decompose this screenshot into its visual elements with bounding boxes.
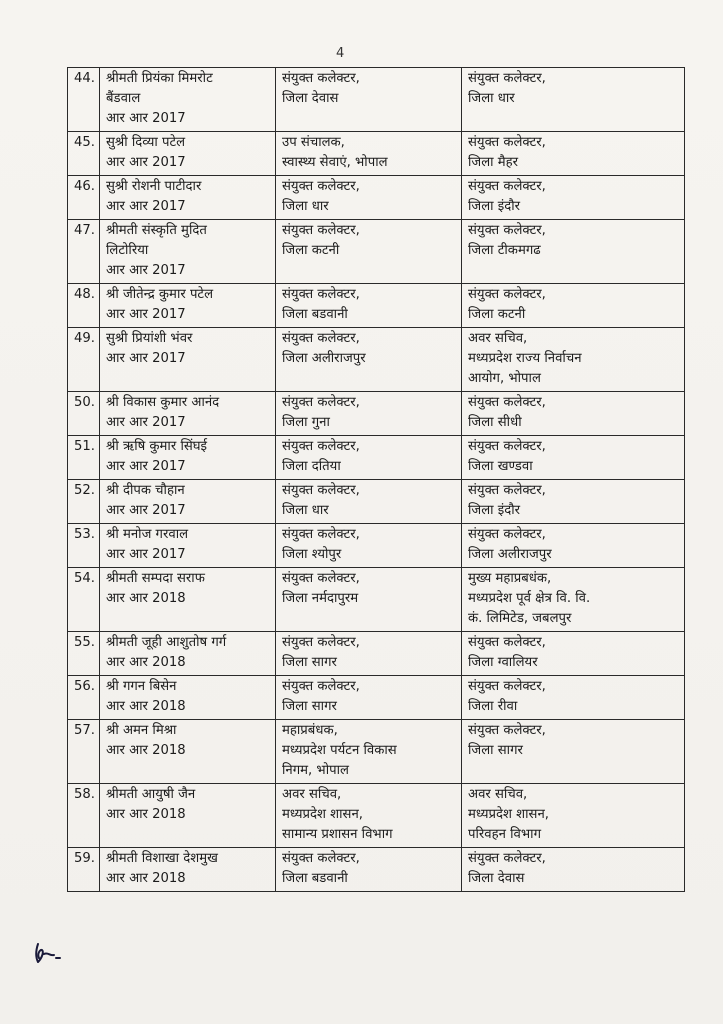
table-row xyxy=(68,68,685,132)
table-row xyxy=(68,568,685,632)
current-posting-line: जिला नर्मदापुरम xyxy=(282,591,359,606)
officer-name-cell xyxy=(100,632,276,676)
new-posting-cell xyxy=(462,524,685,568)
officer-name-line: श्री अमन मिश्रा xyxy=(106,723,177,738)
officer-name-line: श्री जीतेन्द्र कुमार पटेल xyxy=(106,287,214,302)
serial-number: 47. xyxy=(68,220,100,284)
officer-name-line: श्री गगन बिसेन xyxy=(106,679,177,694)
officer-name-line: श्रीमती जूही आशुतोष गर्ग xyxy=(106,635,227,650)
new-posting-line: जिला इंदौर xyxy=(468,199,521,214)
new-posting-line: अवर सचिव, xyxy=(468,787,528,802)
new-posting-line: जिला रीवा xyxy=(468,699,518,714)
table-row xyxy=(68,392,685,436)
officer-name-line: आर आर 2018 xyxy=(106,807,186,822)
table-row xyxy=(68,524,685,568)
new-posting-cell xyxy=(462,784,685,848)
current-posting-line: जिला सागर xyxy=(282,655,337,670)
officer-name-line: सुश्री दिव्या पटेल xyxy=(106,135,186,150)
table-row xyxy=(68,284,685,328)
new-posting-cell xyxy=(462,480,685,524)
officer-name-line: श्रीमती संस्कृति मुदित xyxy=(106,223,207,238)
current-posting-line: संयुक्त कलेक्टर, xyxy=(282,395,360,410)
transfer-table xyxy=(67,67,685,892)
new-posting-line: आयोग, भोपाल xyxy=(468,371,541,386)
new-posting-line: मध्यप्रदेश राज्य निर्वाचन xyxy=(468,351,582,366)
officer-name-line: आर आर 2018 xyxy=(106,871,186,886)
officer-name-line: श्रीमती सम्पदा सराफ xyxy=(106,571,205,586)
new-posting-cell xyxy=(462,284,685,328)
current-posting-cell xyxy=(276,676,462,720)
current-posting-cell xyxy=(276,784,462,848)
new-posting-cell xyxy=(462,720,685,784)
current-posting-line: जिला गुना xyxy=(282,415,330,430)
officer-name-line: आर आर 2017 xyxy=(106,415,186,430)
transfer-table-body xyxy=(68,68,685,892)
new-posting-line: संयुक्त कलेक्टर, xyxy=(468,395,546,410)
current-posting-line: संयुक्त कलेक्टर, xyxy=(282,71,360,86)
serial-number: 58. xyxy=(68,784,100,848)
officer-name-line: लिटोरिया xyxy=(106,243,149,258)
serial-number: 52. xyxy=(68,480,100,524)
officer-name-line: आर आर 2017 xyxy=(106,155,186,170)
officer-name-cell xyxy=(100,436,276,480)
current-posting-line: उप संचालक, xyxy=(282,135,345,150)
current-posting-line: जिला देवास xyxy=(282,91,339,106)
officer-name-cell xyxy=(100,392,276,436)
officer-name-cell xyxy=(100,176,276,220)
new-posting-cell xyxy=(462,176,685,220)
current-posting-line: संयुक्त कलेक्टर, xyxy=(282,483,360,498)
table-row xyxy=(68,436,685,480)
table-row xyxy=(68,480,685,524)
officer-name-line: श्रीमती विशाखा देशमुख xyxy=(106,851,218,866)
new-posting-cell xyxy=(462,436,685,480)
new-posting-cell xyxy=(462,392,685,436)
officer-name-cell xyxy=(100,220,276,284)
current-posting-line: संयुक्त कलेक्टर, xyxy=(282,179,360,194)
new-posting-line: जिला कटनी xyxy=(468,307,526,322)
current-posting-line: जिला बडवानी xyxy=(282,307,348,322)
current-posting-cell xyxy=(276,436,462,480)
officer-name-line: आर आर 2017 xyxy=(106,351,186,366)
new-posting-line: संयुक्त कलेक्टर, xyxy=(468,223,546,238)
table-row xyxy=(68,848,685,892)
current-posting-line: जिला श्योपुर xyxy=(282,547,342,562)
officer-name-cell xyxy=(100,568,276,632)
current-posting-cell xyxy=(276,524,462,568)
new-posting-line: जिला टीकमगढ xyxy=(468,243,541,258)
new-posting-line: संयुक्त कलेक्टर, xyxy=(468,851,546,866)
current-posting-line: जिला धार xyxy=(282,503,329,518)
current-posting-cell xyxy=(276,632,462,676)
table-row xyxy=(68,784,685,848)
new-posting-line: जिला इंदौर xyxy=(468,503,521,518)
current-posting-line: संयुक्त कलेक्टर, xyxy=(282,851,360,866)
serial-number: 44. xyxy=(68,68,100,132)
handwritten-initials xyxy=(30,938,70,968)
new-posting-line: जिला धार xyxy=(468,91,515,106)
current-posting-cell xyxy=(276,220,462,284)
new-posting-line: जिला ग्वालियर xyxy=(468,655,538,670)
current-posting-line: जिला कटनी xyxy=(282,243,340,258)
new-posting-line: जिला सीधी xyxy=(468,415,522,430)
serial-number: 49. xyxy=(68,328,100,392)
officer-name-line: आर आर 2018 xyxy=(106,591,186,606)
new-posting-line: परिवहन विभाग xyxy=(468,827,542,842)
officer-name-cell xyxy=(100,328,276,392)
new-posting-line: संयुक्त कलेक्टर, xyxy=(468,439,546,454)
officer-name-line: आर आर 2018 xyxy=(106,743,186,758)
new-posting-cell xyxy=(462,568,685,632)
new-posting-cell xyxy=(462,328,685,392)
new-posting-line: संयुक्त कलेक्टर, xyxy=(468,179,546,194)
current-posting-line: मध्यप्रदेश पर्यटन विकास xyxy=(282,743,397,758)
officer-name-line: आर आर 2017 xyxy=(106,199,186,214)
table-row xyxy=(68,328,685,392)
current-posting-cell xyxy=(276,328,462,392)
officer-name-cell xyxy=(100,284,276,328)
current-posting-line: संयुक्त कलेक्टर, xyxy=(282,679,360,694)
officer-name-line: आर आर 2017 xyxy=(106,307,186,322)
new-posting-cell xyxy=(462,676,685,720)
serial-number: 48. xyxy=(68,284,100,328)
new-posting-cell xyxy=(462,132,685,176)
new-posting-cell xyxy=(462,68,685,132)
new-posting-line: संयुक्त कलेक्टर, xyxy=(468,287,546,302)
current-posting-cell xyxy=(276,480,462,524)
officer-name-line: आर आर 2017 xyxy=(106,503,186,518)
officer-name-cell xyxy=(100,524,276,568)
table-row xyxy=(68,632,685,676)
new-posting-line: कं. लिमिटेड, जबलपुर xyxy=(468,611,572,626)
current-posting-line: स्वास्थ्य सेवाएं, भोपाल xyxy=(282,155,388,170)
current-posting-line: महाप्रबंधक, xyxy=(282,723,338,738)
officer-name-line: श्री ऋषि कुमार सिंघई xyxy=(106,439,208,454)
table-row xyxy=(68,220,685,284)
officer-name-cell xyxy=(100,784,276,848)
officer-name-line: श्रीमती आयुषी जैन xyxy=(106,787,196,802)
current-posting-line: जिला सागर xyxy=(282,699,337,714)
current-posting-cell xyxy=(276,284,462,328)
table-row xyxy=(68,720,685,784)
officer-name-line: आर आर 2017 xyxy=(106,111,186,126)
table-row xyxy=(68,676,685,720)
officer-name-line: बैंडवाल xyxy=(106,91,141,106)
current-posting-line: जिला बडवानी xyxy=(282,871,348,886)
new-posting-line: जिला देवास xyxy=(468,871,525,886)
officer-name-cell xyxy=(100,132,276,176)
officer-name-line: आर आर 2018 xyxy=(106,699,186,714)
current-posting-cell xyxy=(276,568,462,632)
officer-name-line: सुश्री रोशनी पाटीदार xyxy=(106,179,202,194)
current-posting-line: जिला धार xyxy=(282,199,329,214)
current-posting-line: जिला अलीराजपुर xyxy=(282,351,366,366)
new-posting-line: संयुक्त कलेक्टर, xyxy=(468,71,546,86)
officer-name-cell xyxy=(100,676,276,720)
officer-name-cell xyxy=(100,720,276,784)
officer-name-line: श्री दीपक चौहान xyxy=(106,483,185,498)
new-posting-line: जिला अलीराजपुर xyxy=(468,547,552,562)
table-row xyxy=(68,132,685,176)
current-posting-line: संयुक्त कलेक्टर, xyxy=(282,287,360,302)
officer-name-line: आर आर 2017 xyxy=(106,547,186,562)
current-posting-line: संयुक्त कलेक्टर, xyxy=(282,223,360,238)
new-posting-line: अवर सचिव, xyxy=(468,331,528,346)
new-posting-line: जिला मैहर xyxy=(468,155,519,170)
current-posting-cell xyxy=(276,848,462,892)
new-posting-line: मुख्य महाप्रबधंक, xyxy=(468,571,552,586)
serial-number: 46. xyxy=(68,176,100,220)
new-posting-cell xyxy=(462,632,685,676)
current-posting-line: संयुक्त कलेक्टर, xyxy=(282,527,360,542)
serial-number: 55. xyxy=(68,632,100,676)
current-posting-line: संयुक्त कलेक्टर, xyxy=(282,635,360,650)
serial-number: 59. xyxy=(68,848,100,892)
page-number: 4 xyxy=(336,46,345,61)
serial-number: 45. xyxy=(68,132,100,176)
officer-name-cell xyxy=(100,68,276,132)
new-posting-line: संयुक्त कलेक्टर, xyxy=(468,635,546,650)
current-posting-line: मध्यप्रदेश शासन, xyxy=(282,807,363,822)
current-posting-line: सामान्य प्रशासन विभाग xyxy=(282,827,393,842)
new-posting-cell xyxy=(462,848,685,892)
current-posting-line: जिला दतिया xyxy=(282,459,341,474)
current-posting-cell xyxy=(276,68,462,132)
new-posting-line: संयुक्त कलेक्टर, xyxy=(468,135,546,150)
new-posting-line: मध्यप्रदेश शासन, xyxy=(468,807,549,822)
new-posting-line: मध्यप्रदेश पूर्व क्षेत्र वि. वि. xyxy=(468,591,591,606)
serial-number: 50. xyxy=(68,392,100,436)
officer-name-line: आर आर 2017 xyxy=(106,263,186,278)
current-posting-cell xyxy=(276,392,462,436)
new-posting-line: संयुक्त कलेक्टर, xyxy=(468,723,546,738)
current-posting-line: संयुक्त कलेक्टर, xyxy=(282,331,360,346)
officer-name-cell xyxy=(100,848,276,892)
officer-name-cell xyxy=(100,480,276,524)
officer-name-line: आर आर 2018 xyxy=(106,655,186,670)
serial-number: 54. xyxy=(68,568,100,632)
new-posting-line: संयुक्त कलेक्टर, xyxy=(468,679,546,694)
current-posting-cell xyxy=(276,132,462,176)
new-posting-line: जिला खण्डवा xyxy=(468,459,533,474)
new-posting-cell xyxy=(462,220,685,284)
current-posting-cell xyxy=(276,176,462,220)
current-posting-line: निगम, भोपाल xyxy=(282,763,349,778)
table-row xyxy=(68,176,685,220)
new-posting-line: जिला सागर xyxy=(468,743,523,758)
current-posting-line: संयुक्त कलेक्टर, xyxy=(282,571,360,586)
serial-number: 53. xyxy=(68,524,100,568)
new-posting-line: संयुक्त कलेक्टर, xyxy=(468,527,546,542)
officer-name-line: श्री विकास कुमार आनंद xyxy=(106,395,220,410)
serial-number: 57. xyxy=(68,720,100,784)
officer-name-line: श्री मनोज गरवाल xyxy=(106,527,189,542)
new-posting-line: संयुक्त कलेक्टर, xyxy=(468,483,546,498)
serial-number: 51. xyxy=(68,436,100,480)
current-posting-line: अवर सचिव, xyxy=(282,787,342,802)
current-posting-cell xyxy=(276,720,462,784)
officer-name-line: सुश्री प्रियांशी भंवर xyxy=(106,331,193,346)
officer-name-line: आर आर 2017 xyxy=(106,459,186,474)
current-posting-line: संयुक्त कलेक्टर, xyxy=(282,439,360,454)
serial-number: 56. xyxy=(68,676,100,720)
officer-name-line: श्रीमती प्रियंका मिमरोट xyxy=(106,71,213,86)
